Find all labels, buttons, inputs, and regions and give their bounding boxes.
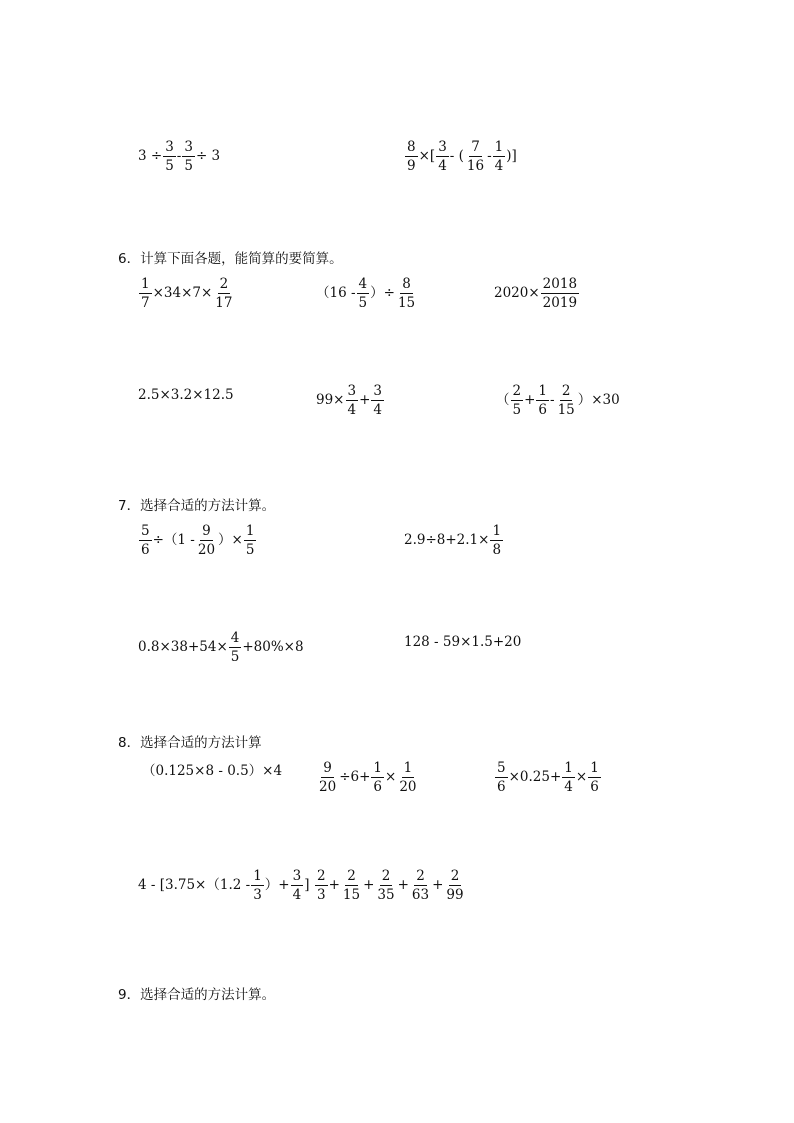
fraction: $\frac{3}{4}$ xyxy=(292,868,302,904)
fraction: $\frac{8}{9}$ xyxy=(407,139,416,175)
q8-expr-5: $\frac{2}{3}$ + $\frac{2}{15}$ + $\frac{2}{35}$ + $\frac{2}{63}$ + $\frac{2}{99}$ xyxy=(317,868,464,904)
fraction: $\frac{5}{6}$ xyxy=(141,523,150,559)
fraction: $\frac{9}{20}$ xyxy=(319,760,337,796)
q7-expr-2: 2.9÷8+2.1× $\frac{1}{8}$ xyxy=(404,523,502,559)
fraction: $\frac{3}{5}$ xyxy=(184,139,193,175)
fraction: $\frac{1}{5}$ xyxy=(245,523,255,559)
q7-expr-4: 128 - 59×1.5+20 xyxy=(404,634,522,650)
fraction: $\frac{3}{5}$ xyxy=(165,139,174,175)
q8-expr-2: $\frac{9}{20}$ ÷6+ $\frac{1}{6}$ × $\frac{1}{20}$ xyxy=(319,760,417,796)
q5-expr-1: 3 ÷ $\frac{3}{5}$ - $\frac{3}{5}$ ÷ 3 xyxy=(138,139,221,175)
fraction: $\frac{1}{3}$ xyxy=(253,868,262,904)
fraction: $\frac{7}{16}$ xyxy=(466,139,485,175)
fraction: $\frac{8}{15}$ xyxy=(397,276,416,312)
q8-expr-3: $\frac{5}{6}$ ×0.25+ $\frac{1}{4}$ × $\frac{1}{6}$ xyxy=(497,760,599,796)
q6-expr-5: 99× $\frac{3}{4}$ + $\frac{3}{4}$ xyxy=(316,383,382,419)
fraction: $\frac{2}{63}$ xyxy=(411,868,430,904)
fraction: $\frac{1}{6}$ xyxy=(373,760,382,796)
fraction: $\frac{2}{5}$ xyxy=(512,383,522,419)
fraction: $\frac{1}{7}$ xyxy=(141,276,150,312)
fraction: $\frac{3}{4}$ xyxy=(438,139,447,175)
question-8-heading: 8．选择合适的方法计算 xyxy=(118,735,262,751)
fraction: $\frac{1}{6}$ xyxy=(590,760,599,796)
q6-expr-4: 2.5×3.2×12.5 xyxy=(138,387,234,403)
q8-expr-1: （0.125×8 - 0.5）×4 xyxy=(142,763,283,779)
fraction: $\frac{2}{15}$ xyxy=(342,868,361,904)
q5-expr-2: $\frac{8}{9}$ ×[ $\frac{3}{4}$ - ( $\frac{7}{16}$ - $\frac{1}{4}$ )] xyxy=(407,139,517,175)
fraction: $\frac{2}{3}$ xyxy=(317,868,326,904)
q6-expr-2: （16 - $\frac{4}{5}$ ）÷ $\frac{8}{15}$ xyxy=(316,276,416,312)
q8-expr-4: 4 - [3.75×（1.2 - $\frac{1}{3}$ ）+ $\frac{3}{4}$ ] xyxy=(138,868,310,904)
question-7-heading: 7．选择合适的方法计算。 xyxy=(118,498,276,514)
fraction: $\frac{1}{6}$ xyxy=(538,383,547,419)
fraction: $\frac{2}{15}$ xyxy=(557,383,575,419)
fraction: $\frac{3}{4}$ xyxy=(347,383,357,419)
fraction: $\frac{2}{35}$ xyxy=(377,868,395,904)
fraction: $\frac{2018}{2019}$ xyxy=(542,276,578,312)
fraction: $\frac{2}{99}$ xyxy=(446,868,464,904)
fraction: $\frac{1}{8}$ xyxy=(492,523,502,559)
question-9-heading: 9．选择合适的方法计算。 xyxy=(118,987,276,1003)
fraction: $\frac{3}{4}$ xyxy=(373,383,382,419)
q6-expr-6: （ $\frac{2}{5}$ + $\frac{1}{6}$ - $\frac{2}{15}$ ）×30 xyxy=(496,383,620,419)
fraction: $\frac{1}{4}$ xyxy=(494,139,504,175)
fraction: $\frac{2}{17}$ xyxy=(215,276,233,312)
q6-expr-1: $\frac{1}{7}$ ×34×7× $\frac{2}{17}$ xyxy=(141,276,233,312)
fraction: $\frac{1}{20}$ xyxy=(399,760,417,796)
q6-expr-3: 2020× $\frac{2018}{2019}$ xyxy=(494,276,578,312)
fraction: $\frac{9}{20}$ xyxy=(197,523,216,559)
q7-expr-1: $\frac{5}{6}$ ÷（1 - $\frac{9}{20}$ ）× $\frac{1}{5}$ xyxy=(141,523,255,559)
fraction: $\frac{1}{4}$ xyxy=(564,760,573,796)
question-6-heading: 6．计算下面各题，能简算的要简算。 xyxy=(118,251,343,267)
q7-expr-3: 0.8×38+54× $\frac{4}{5}$ +80%×8 xyxy=(138,630,304,666)
fraction: $\frac{4}{5}$ xyxy=(358,276,368,312)
fraction: $\frac{5}{6}$ xyxy=(497,760,506,796)
fraction: $\frac{4}{5}$ xyxy=(230,630,240,666)
